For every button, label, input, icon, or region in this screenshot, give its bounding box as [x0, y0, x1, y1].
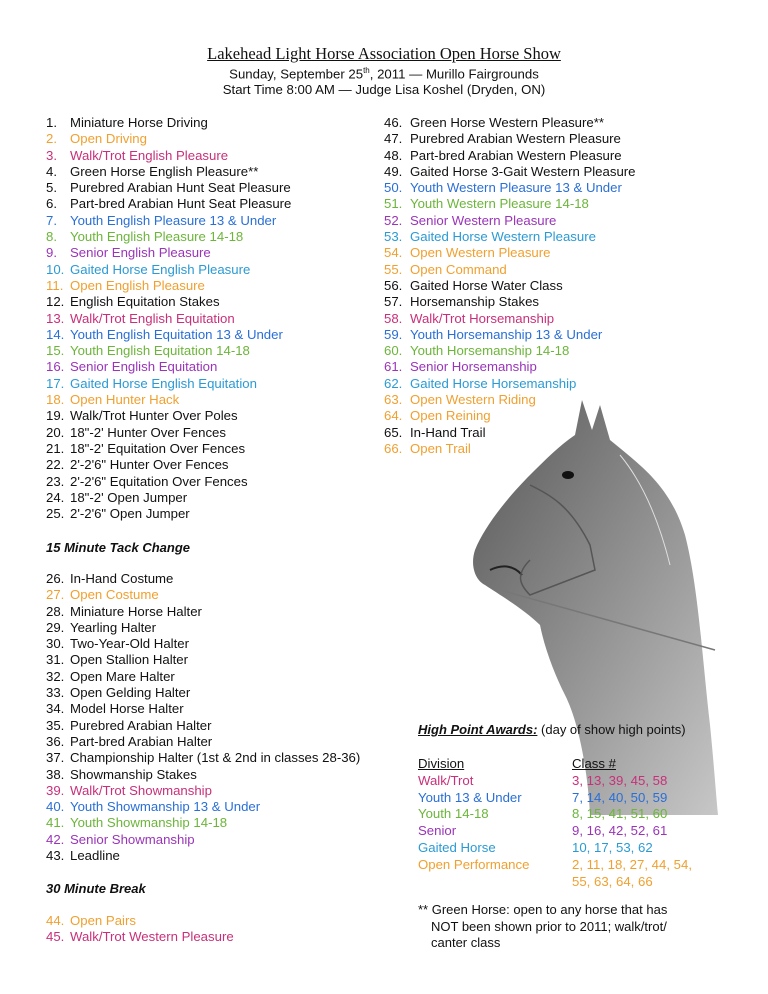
class-number: 45.: [46, 929, 65, 945]
class-name: Open Pairs: [70, 913, 136, 928]
class-name: Walk/Trot English Pleasure: [70, 147, 229, 163]
class-number: 52.: [384, 212, 403, 228]
class-name: 2'-2'6" Hunter Over Fences: [70, 457, 229, 473]
class-name: Championship Halter (1st & 2nd in classes 28-36): [70, 750, 361, 766]
class-name: In-Hand Trail: [410, 424, 486, 440]
class-number-header: Class #: [572, 756, 616, 771]
class-number: 54.: [384, 245, 403, 261]
class-name: Senior Horsemanship: [410, 359, 537, 375]
class-number: 34.: [46, 701, 65, 717]
class-item: [46, 669, 360, 685]
class-name: Horsemanship Stakes: [410, 294, 540, 310]
class-name: Part-bred Arabian Halter: [70, 733, 213, 749]
class-item: [46, 913, 234, 929]
class-item: [384, 229, 636, 245]
division-classes: 10, 17, 53, 62: [572, 839, 653, 855]
class-number: 10.: [46, 261, 65, 277]
break-heading: 30 Minute Break: [46, 881, 146, 896]
class-item: [46, 848, 360, 864]
class-name: Part-bred Arabian Western Pleasure: [410, 147, 622, 163]
class-number: 30.: [46, 636, 65, 652]
class-name: Open Costume: [70, 587, 159, 603]
division-name: Gaited Horse: [418, 839, 496, 855]
class-number: 15.: [46, 343, 65, 359]
class-item: [384, 294, 636, 310]
class-item: [46, 229, 291, 245]
class-number: 18.: [46, 392, 65, 408]
class-name: Showmanship Stakes: [70, 766, 197, 782]
class-number: 8.: [46, 229, 57, 245]
class-number: 13.: [46, 310, 65, 326]
class-name: English Equitation Stakes: [70, 294, 220, 310]
high-point-awards-title: High Point Awards: (day of show high points): [418, 722, 686, 737]
class-item: [46, 180, 291, 196]
class-name: Youth English Pleasure 13 & Under: [70, 212, 277, 228]
class-item: [46, 278, 291, 294]
class-number: 7.: [46, 212, 57, 228]
division-classes: 3, 13, 39, 45, 58: [572, 772, 668, 788]
class-number: 11.: [46, 277, 64, 293]
class-item: [46, 815, 360, 831]
class-item: [46, 652, 360, 668]
class-item: [46, 587, 360, 603]
class-number: 39.: [46, 782, 65, 798]
class-name: Purebred Arabian Western Pleasure: [410, 131, 621, 147]
class-number: 25.: [46, 506, 65, 522]
class-number: 57.: [384, 294, 403, 310]
class-number: 60.: [384, 343, 403, 359]
class-number: 17.: [46, 375, 65, 391]
class-item: [46, 343, 291, 359]
class-name: Open Mare Halter: [70, 668, 175, 684]
show-title: Lakehead Light Horse Association Open Horse Show: [207, 44, 561, 63]
green-horse-footnote: ** Green Horse: open to any horse that has NOT been shown prior to 2011; walk/trot/ canter class: [418, 902, 668, 950]
class-item: [384, 148, 636, 164]
class-name: Youth English Equitation 13 & Under: [70, 326, 283, 342]
class-name: Gaited Horse English Pleasure: [70, 261, 251, 277]
class-number: 41.: [46, 815, 65, 831]
class-number: 56.: [384, 277, 403, 293]
class-name: Gaited Horse Water Class: [410, 277, 563, 293]
class-name: Miniature Horse Driving: [70, 115, 208, 130]
division-name: Youth 14-18: [418, 806, 489, 822]
class-item: [46, 701, 360, 717]
class-list-part-2: [46, 571, 360, 864]
class-item: [46, 474, 291, 490]
class-item: [46, 604, 360, 620]
class-item: [384, 213, 636, 229]
class-item: [46, 148, 291, 164]
class-number: 66.: [384, 440, 403, 456]
division-name: Open Performance: [418, 856, 530, 872]
class-number: 3.: [46, 147, 57, 163]
class-name: Purebred Arabian Hunt Seat Pleasure: [70, 180, 291, 196]
class-number: 55.: [384, 261, 403, 277]
class-item: [46, 131, 291, 147]
class-item: [46, 213, 291, 229]
class-item: [384, 164, 636, 180]
class-item: [46, 783, 360, 799]
class-name: Senior Showmanship: [70, 831, 195, 847]
class-number: 22.: [46, 457, 65, 473]
class-name: Youth English Pleasure 14-18: [70, 229, 244, 245]
class-number: 29.: [46, 619, 65, 635]
class-number: 51.: [384, 196, 403, 212]
class-name: Two-Year-Old Halter: [70, 636, 189, 652]
class-item: [384, 376, 636, 392]
class-item: [46, 750, 360, 766]
class-name: 2'-2'6" Open Jumper: [70, 506, 190, 522]
class-number: 27.: [46, 587, 65, 603]
class-name: Model Horse Halter: [70, 701, 184, 717]
class-item: [46, 734, 360, 750]
tack-change-heading: 15 Minute Tack Change: [46, 540, 190, 555]
class-name: Gaited Horse Western Pleasure: [410, 229, 596, 245]
class-name: Miniature Horse Halter: [70, 603, 202, 619]
class-item: [46, 718, 360, 734]
start-time-line: Start Time 8:00 AM — Judge Lisa Koshel (Dryden, ON): [222, 82, 546, 97]
class-name: Walk/Trot Horsemanship: [410, 310, 555, 326]
class-item: [46, 799, 360, 815]
class-name: Leadline: [70, 848, 120, 864]
class-name: Youth Western Pleasure 13 & Under: [410, 180, 622, 196]
class-item: [384, 278, 636, 294]
class-number: 44.: [46, 913, 65, 928]
class-name: Senior English Equitation: [70, 359, 218, 375]
class-name: Yearling Halter: [70, 619, 157, 635]
class-item: [384, 262, 636, 278]
division-classes: 55, 63, 64, 66: [572, 873, 653, 889]
class-number: 31.: [46, 652, 65, 668]
class-name: 18"-2' Open Jumper: [70, 489, 188, 505]
class-number: 65.: [384, 424, 403, 440]
class-number: 64.: [384, 408, 403, 424]
class-item: [384, 359, 636, 375]
class-name: Green Horse English Pleasure**: [70, 163, 259, 179]
class-number: 48.: [384, 147, 403, 163]
class-item: [46, 506, 291, 522]
class-number: 4.: [46, 163, 57, 179]
class-name: Open Gelding Halter: [70, 685, 191, 701]
class-item: [46, 115, 291, 131]
class-number: 42.: [46, 831, 65, 847]
division-classes: 9, 16, 42, 52, 61: [572, 823, 668, 839]
class-item: [46, 359, 291, 375]
class-name: Walk/Trot Hunter Over Poles: [70, 408, 238, 424]
division-header: Division: [418, 756, 465, 771]
class-number: 19.: [46, 408, 65, 424]
class-number: 61.: [384, 359, 403, 375]
class-number: 9.: [46, 245, 57, 261]
class-item: [384, 245, 636, 261]
division-classes: 7, 14, 40, 50, 59: [572, 789, 668, 805]
class-item: [46, 457, 291, 473]
class-item: [46, 425, 291, 441]
class-list-part-3: [46, 913, 234, 946]
class-number: 47.: [384, 131, 403, 147]
division-name: Youth 13 & Under: [418, 789, 522, 805]
class-number: 2.: [46, 131, 57, 147]
class-name: Part-bred Arabian Hunt Seat Pleasure: [70, 196, 292, 212]
horse-head-illustration: [470, 395, 720, 815]
class-number: 46.: [384, 115, 403, 130]
class-name: Purebred Arabian Halter: [70, 717, 212, 733]
class-name: Gaited Horse English Equitation: [70, 375, 257, 391]
class-name: Green Horse Western Pleasure**: [410, 115, 604, 130]
class-name: Senior Western Pleasure: [410, 212, 557, 228]
class-number: 16.: [46, 359, 65, 375]
class-item: [46, 311, 291, 327]
class-item: [384, 196, 636, 212]
class-number: 33.: [46, 685, 65, 701]
class-item: [46, 832, 360, 848]
class-number: 38.: [46, 766, 65, 782]
date-line: Sunday, September 25th, 2011 — Murillo Fairgrounds: [229, 66, 539, 82]
class-name: Open Western Riding: [410, 392, 536, 408]
class-name: Gaited Horse Horsemanship: [410, 375, 577, 391]
class-number: 36.: [46, 733, 65, 749]
class-item: [384, 343, 636, 359]
class-item: [46, 571, 360, 587]
class-name: Open Driving: [70, 131, 147, 147]
class-name: Youth Showmanship 13 & Under: [70, 799, 261, 815]
class-item: [46, 294, 291, 310]
class-item: [46, 164, 291, 180]
class-name: Youth English Equitation 14-18: [70, 343, 250, 359]
class-item: [46, 636, 360, 652]
class-item: [46, 441, 291, 457]
division-classes: 8, 15, 41, 51, 60: [572, 806, 668, 822]
class-name: 2'-2'6" Equitation Over Fences: [70, 473, 248, 489]
division-classes: 2, 11, 18, 27, 44, 54,: [572, 856, 693, 872]
class-number: 5.: [46, 180, 57, 196]
class-name: Open Western Pleasure: [410, 245, 551, 261]
class-item: [46, 327, 291, 343]
class-number: 23.: [46, 473, 65, 489]
class-item: [46, 196, 291, 212]
class-name: Open Command: [410, 261, 507, 277]
class-number: 6.: [46, 196, 57, 212]
class-name: Open English Pleasure: [70, 277, 205, 293]
class-name: Youth Showmanship 14-18: [70, 815, 228, 831]
class-number: 63.: [384, 392, 403, 408]
class-item: [46, 490, 291, 506]
class-list-part-1: [46, 115, 291, 522]
class-item: [46, 620, 360, 636]
class-item: [384, 311, 636, 327]
class-number: 1.: [46, 115, 57, 130]
class-name: Open Trail: [410, 440, 471, 456]
class-item: [46, 262, 291, 278]
class-number: 12.: [46, 294, 65, 310]
class-item: [46, 392, 291, 408]
class-item: [384, 115, 636, 131]
class-number: 59.: [384, 326, 403, 342]
class-number: 14.: [46, 326, 65, 342]
class-number: 53.: [384, 229, 403, 245]
class-name: Walk/Trot English Equitation: [70, 310, 235, 326]
class-number: 32.: [46, 668, 65, 684]
class-number: 50.: [384, 180, 403, 196]
class-name: Open Stallion Halter: [70, 652, 189, 668]
class-item: [384, 180, 636, 196]
class-number: 43.: [46, 848, 65, 864]
class-item: [46, 245, 291, 261]
class-item: [46, 929, 234, 945]
class-name: Youth Horsemanship 13 & Under: [410, 326, 603, 342]
class-item: [384, 327, 636, 343]
class-number: 49.: [384, 163, 403, 179]
class-item: [46, 685, 360, 701]
class-name: Senior English Pleasure: [70, 245, 211, 261]
class-name: Youth Horsemanship 14-18: [410, 343, 570, 359]
class-name: Gaited Horse 3-Gait Western Pleasure: [410, 163, 636, 179]
class-item: [384, 131, 636, 147]
division-name: Walk/Trot: [418, 772, 474, 788]
class-number: 40.: [46, 799, 65, 815]
class-name: Walk/Trot Western Pleasure: [70, 929, 234, 945]
division-name: Senior: [418, 823, 457, 839]
class-name: Walk/Trot Showmanship: [70, 782, 212, 798]
class-name: Youth Western Pleasure 14-18: [410, 196, 589, 212]
class-item: [46, 376, 291, 392]
class-number: 35.: [46, 717, 65, 733]
class-number: 37.: [46, 750, 65, 766]
class-number: 62.: [384, 375, 403, 391]
class-name: Open Hunter Hack: [70, 392, 180, 408]
class-item: [46, 767, 360, 783]
class-number: 24.: [46, 489, 65, 505]
class-name: Open Reining: [410, 408, 491, 424]
class-number: 58.: [384, 310, 403, 326]
class-number: 28.: [46, 603, 65, 619]
class-number: 20.: [46, 424, 65, 440]
class-name: 18"-2' Equitation Over Fences: [70, 440, 246, 456]
class-item: [46, 408, 291, 424]
class-name: 18"-2' Hunter Over Fences: [70, 424, 226, 440]
class-name: In-Hand Costume: [70, 571, 174, 586]
class-number: 21.: [46, 440, 65, 456]
class-number: 26.: [46, 571, 65, 586]
